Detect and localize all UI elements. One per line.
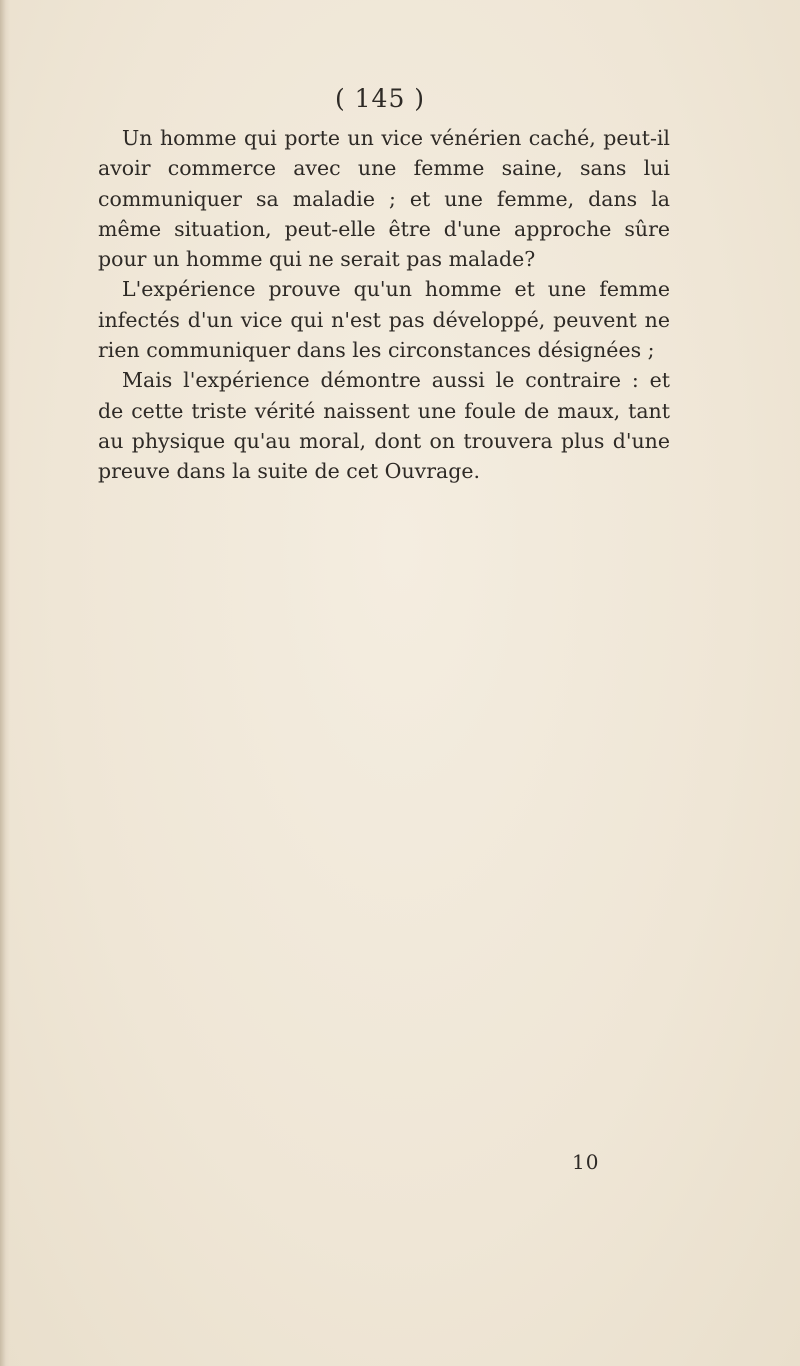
paragraph-contrary: Mais l'expérience démontre aussi le contraire : et de cette triste vérité naissent une foule de maux, tant au physique qu'au moral, dont on trouvera plus d'une preuve dans la suite de cet Ouvrage. <box>98 368 670 484</box>
signature-mark: 10 <box>572 1150 600 1174</box>
paragraph-question: Un homme qui porte un vice vénérien caché, peut-il avoir commerce avec une femme saine, sans lui communiquer sa maladie ; et une femme, dans la même situation, peut-elle être d'une approche sûre pour un homme qui ne serait pas malade? <box>98 126 670 272</box>
page-gutter-shadow <box>0 0 10 1366</box>
paragraph-experience: L'expérience prouve qu'un homme et une femme infectés d'un vice qui n'est pas développé, peuvent ne rien communiquer dans les circonstances désignées ; <box>98 277 670 363</box>
page-number: ( 145 ) <box>334 84 426 113</box>
body-text <box>98 123 670 487</box>
